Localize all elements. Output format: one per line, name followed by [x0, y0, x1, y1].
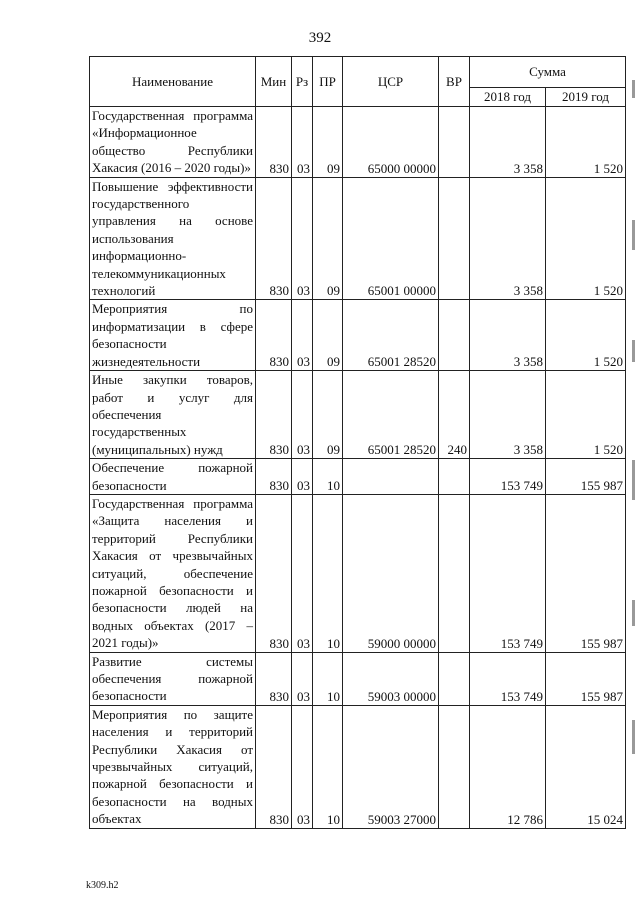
cell-csr: 59003 27000 — [343, 705, 439, 828]
cell-csr: 65001 00000 — [343, 177, 439, 300]
cell-y2019: 155 987 — [546, 652, 626, 705]
table-row — [90, 177, 626, 300]
cell-y2018: 153 749 — [470, 459, 546, 495]
cell-y2019: 155 987 — [546, 494, 626, 652]
cell-y2018: 3 358 — [470, 177, 546, 300]
cell-pr: 09 — [313, 371, 343, 459]
table-row — [90, 459, 626, 495]
cell-csr: 65001 28520 — [343, 371, 439, 459]
cell-y2018: 3 358 — [470, 371, 546, 459]
cell-pr: 10 — [313, 459, 343, 495]
cell-vr — [439, 494, 470, 652]
cell-vr — [439, 107, 470, 178]
cell-min: 830 — [256, 107, 292, 178]
header-pr: ПР — [313, 57, 343, 107]
cell-rz: 03 — [292, 705, 313, 828]
cell-min: 830 — [256, 300, 292, 371]
table-row — [90, 652, 626, 705]
cell-vr — [439, 300, 470, 371]
cell-y2018: 153 749 — [470, 494, 546, 652]
cell-rz: 03 — [292, 652, 313, 705]
cell-name: Повышение эффективности государственного управления на основе использования информационно-телекоммуникационных технологий — [90, 177, 256, 300]
header-vr: ВР — [439, 57, 470, 107]
cell-min: 830 — [256, 459, 292, 495]
header-csr: ЦСР — [343, 57, 439, 107]
cell-vr: 240 — [439, 371, 470, 459]
cell-rz: 03 — [292, 107, 313, 178]
cell-name: Развитие системы обеспечения пожарной безопасности — [90, 652, 256, 705]
table-row — [90, 371, 626, 459]
cell-y2018: 153 749 — [470, 652, 546, 705]
table-row — [90, 705, 626, 828]
cell-y2019: 155 987 — [546, 459, 626, 495]
page-number: 392 — [308, 30, 332, 46]
budget-table — [89, 56, 626, 829]
cell-y2018: 12 786 — [470, 705, 546, 828]
header-min: Мин — [256, 57, 292, 107]
footer-code: k309.h2 — [86, 880, 119, 891]
cell-vr — [439, 652, 470, 705]
cell-rz: 03 — [292, 494, 313, 652]
cell-pr: 09 — [313, 107, 343, 178]
header-name: Наименование — [90, 57, 256, 107]
table-row — [90, 107, 626, 178]
cell-pr: 10 — [313, 652, 343, 705]
cell-y2019: 1 520 — [546, 107, 626, 178]
cell-vr — [439, 459, 470, 495]
table-row — [90, 300, 626, 371]
cell-pr: 10 — [313, 494, 343, 652]
cell-y2018: 3 358 — [470, 300, 546, 371]
cell-min: 830 — [256, 705, 292, 828]
cell-rz: 03 — [292, 300, 313, 371]
cell-name: Государственная программа «Информационное общество Республики Хакасия (2016 – 2020 годы)» — [90, 107, 256, 178]
cell-min: 830 — [256, 177, 292, 300]
cell-y2019: 15 024 — [546, 705, 626, 828]
header-rz: Рз — [292, 57, 313, 107]
cell-name: Иные закупки товаров, работ и услуг для обеспечения государственных (муниципальных) нужд — [90, 371, 256, 459]
cell-name: Государственная программа «Защита населения и территорий Республики Хакасия от чрезвычайных ситуаций, обеспечение пожарной безопасности и безопасности людей на водных объектах (2017 – 2021 годы)» — [90, 494, 256, 652]
cell-name: Мероприятия по защите населения и территорий Республики Хакасия от чрезвычайных ситуаций, пожарной безопасности и безопасности на водных объектах — [90, 705, 256, 828]
cell-pr: 10 — [313, 705, 343, 828]
cell-min: 830 — [256, 494, 292, 652]
cell-y2019: 1 520 — [546, 300, 626, 371]
cell-pr: 09 — [313, 300, 343, 371]
cell-rz: 03 — [292, 459, 313, 495]
cell-rz: 03 — [292, 177, 313, 300]
cell-y2018: 3 358 — [470, 107, 546, 178]
cell-csr: 59000 00000 — [343, 494, 439, 652]
cell-y2019: 1 520 — [546, 177, 626, 300]
table-body — [90, 107, 626, 829]
cell-csr: 65001 28520 — [343, 300, 439, 371]
cell-name: Мероприятия по информатизации в сфере безопасности жизнедеятельности — [90, 300, 256, 371]
cell-min: 830 — [256, 652, 292, 705]
cell-csr: 65000 00000 — [343, 107, 439, 178]
cell-vr — [439, 705, 470, 828]
header-sum: Сумма — [470, 57, 626, 88]
header-year-2019: 2019 год — [546, 88, 626, 107]
cell-y2019: 1 520 — [546, 371, 626, 459]
header-year-2018: 2018 год — [470, 88, 546, 107]
cell-csr: 59003 00000 — [343, 652, 439, 705]
table-row — [90, 494, 626, 652]
cell-name: Обеспечение пожарной безопасности — [90, 459, 256, 495]
cell-csr — [343, 459, 439, 495]
cell-pr: 09 — [313, 177, 343, 300]
margin-scan-marks — [632, 40, 638, 860]
cell-rz: 03 — [292, 371, 313, 459]
cell-min: 830 — [256, 371, 292, 459]
cell-vr — [439, 177, 470, 300]
